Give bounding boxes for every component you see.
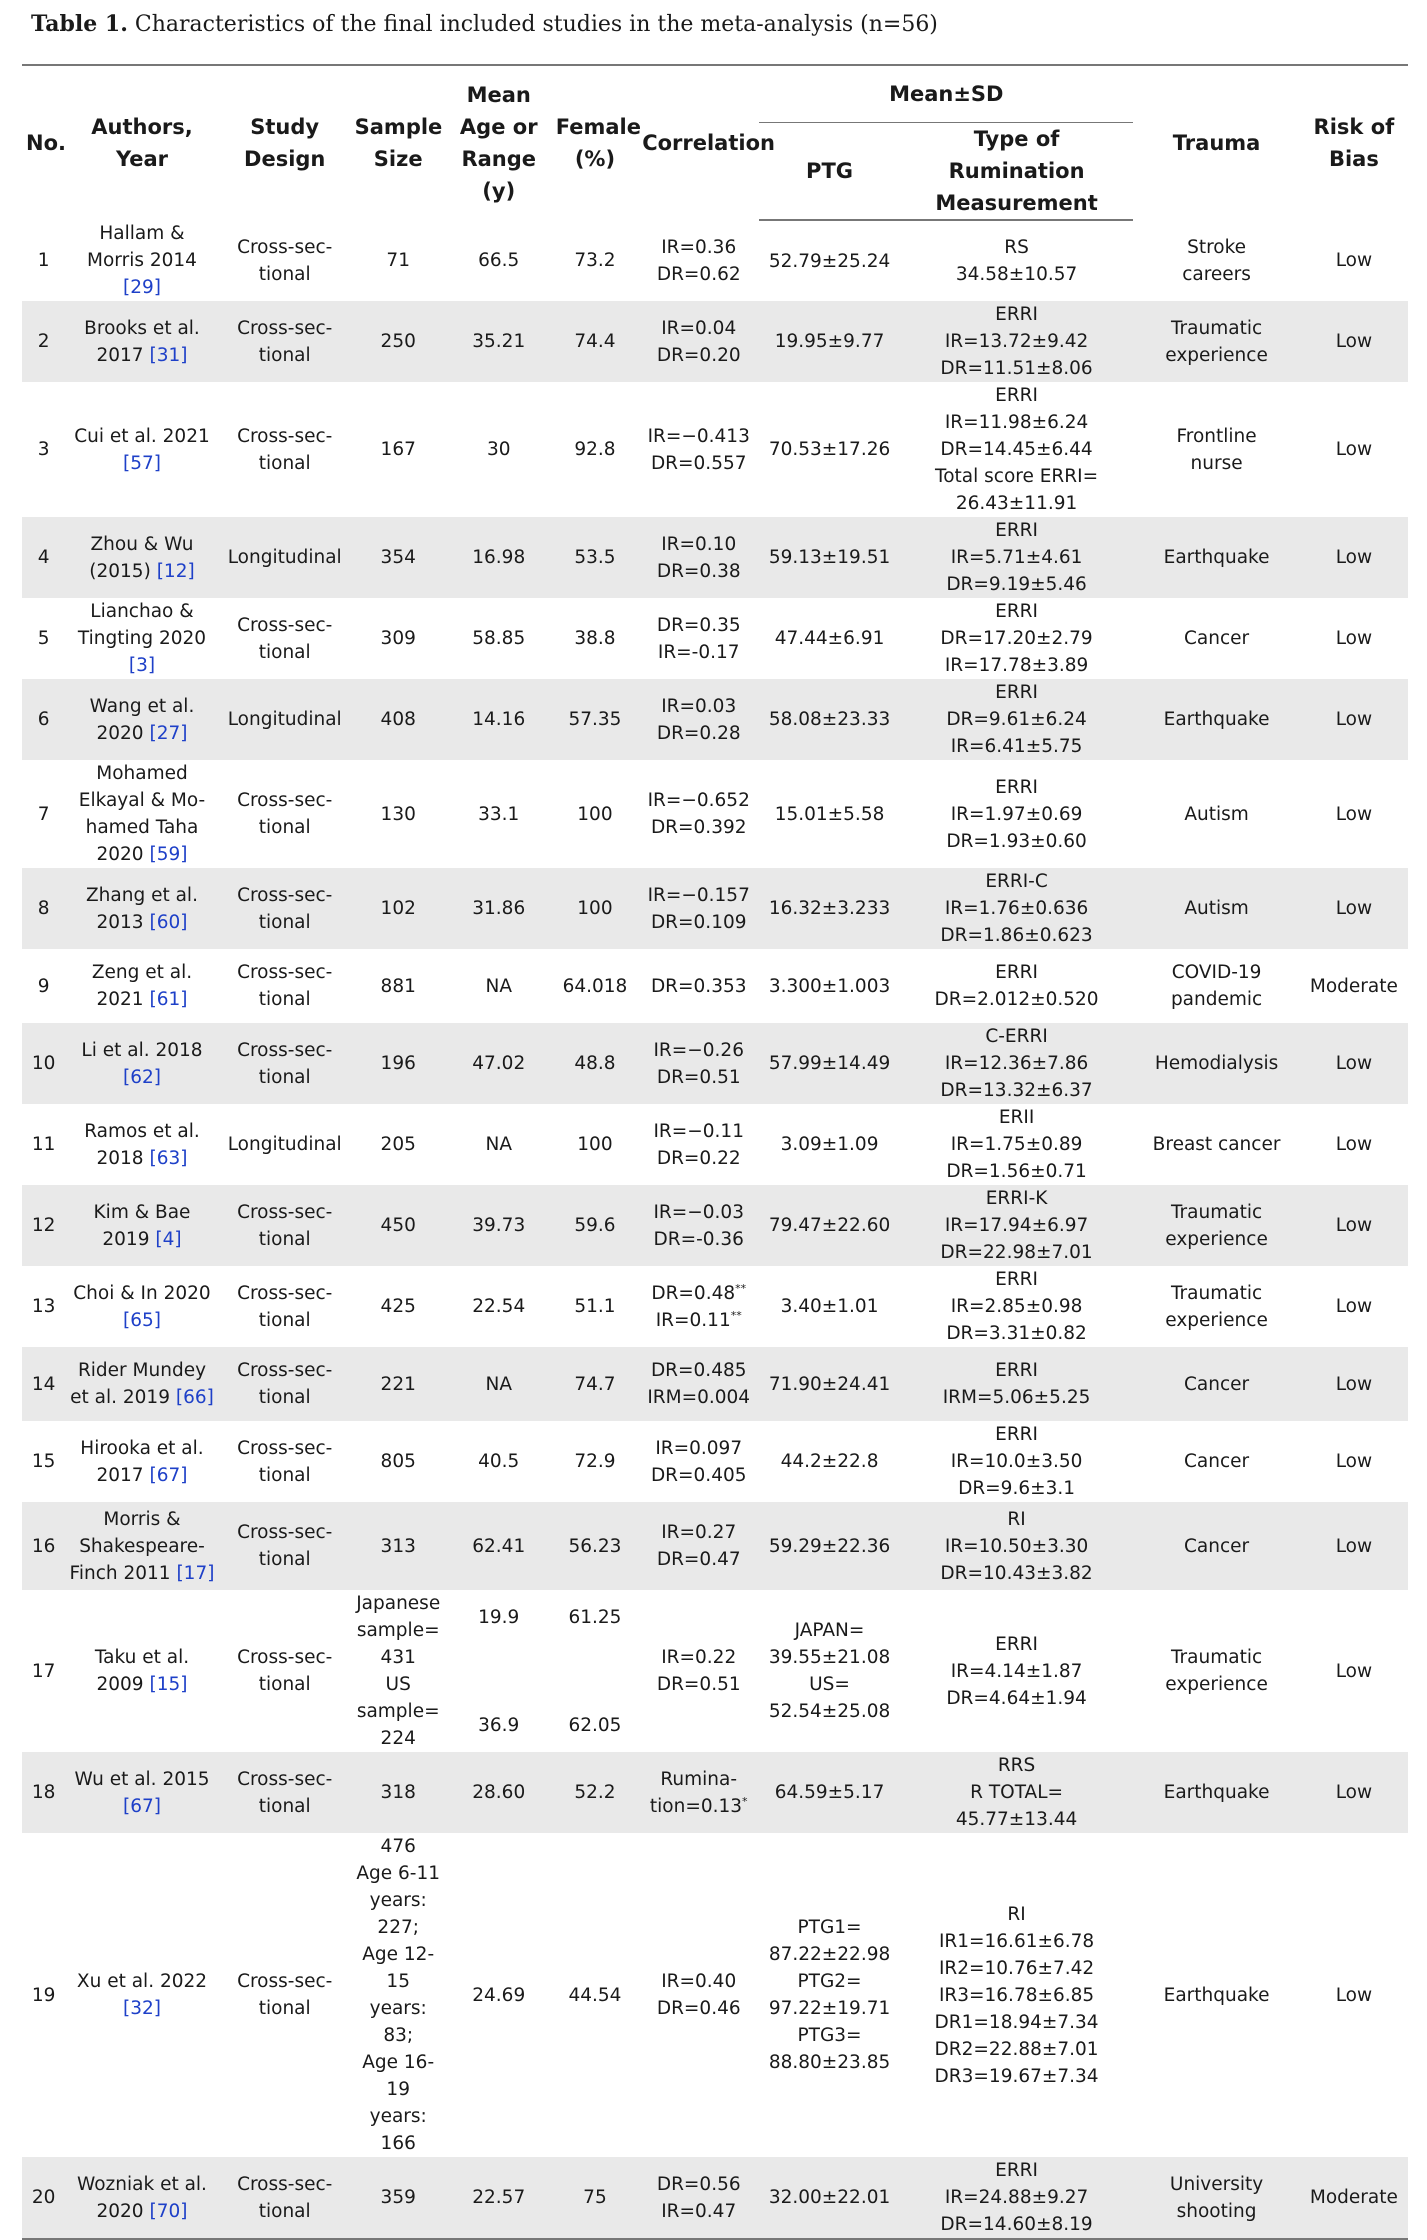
cell-author [65, 1104, 219, 1185]
cell-correlation: IR=0.22 DR=0.51 [656, 1647, 741, 1695]
cell-ptg: 58.08±23.33 [759, 679, 900, 760]
cell-no: 8 [22, 868, 65, 949]
table-row [22, 949, 1408, 1023]
cell-female: 74.4 [552, 301, 638, 382]
cell-sample: 805 [380, 1451, 416, 1472]
cell-author [65, 1023, 219, 1104]
cell-design: Cross-sec- tional [219, 1347, 351, 1421]
cell-age: 58.85 [472, 628, 526, 649]
cell-rumination: RRS R TOTAL= 45.77±13.44 [900, 1752, 1134, 1833]
cell-female: 72.9 [574, 1451, 616, 1472]
reference-link[interactable]: [15] [149, 1674, 188, 1695]
cell-design: Cross-sec- tional [237, 1437, 333, 1486]
table-row [22, 1502, 1408, 1590]
cell-sample: 359 [351, 2157, 446, 2239]
cell-correlation: IR=−0.26 DR=0.51 [638, 1023, 759, 1104]
cell-female: 75 [552, 2157, 638, 2239]
cell-bias: Low [1300, 301, 1408, 382]
cell-correlation: IR=0.097 DR=0.405 [650, 1437, 747, 1486]
cell-no: 9 [37, 975, 50, 997]
cell-no: 12 [22, 1185, 65, 1266]
cell-ptg: 79.47±22.60 [759, 1185, 900, 1266]
cell-female: 38.8 [574, 628, 616, 649]
cell-sample: 408 [351, 679, 446, 760]
cell-ptg: 52.79±25.24 [768, 250, 891, 272]
cell-correlation: DR=0.48** IR=0.11** [651, 1281, 747, 1331]
author-name: Lianchao & Tingting 2020 [77, 601, 207, 649]
cell-bias: Low [1300, 679, 1408, 760]
cell-age: 14.16 [446, 679, 552, 760]
reference-link[interactable]: [4] [155, 1228, 182, 1250]
cell-no: 18 [22, 1752, 65, 1833]
cell-no: 14 [22, 1347, 65, 1421]
cell-no: 19 [31, 1984, 56, 2006]
table-row [22, 1104, 1408, 1185]
cell-bias: Moderate [1309, 975, 1398, 997]
author-name: Zhang et al. 2013 [86, 884, 198, 933]
cell-age: 31.86 [446, 868, 552, 949]
cell-trauma: Traumatic experience [1165, 1647, 1268, 1695]
cell-ptg: PTG1= 87.22±22.98 PTG2= 97.22±19.71 PTG3= 88.80±23.85 [768, 1917, 891, 2073]
cell-no: 1 [37, 250, 50, 271]
cell-rumination: ERII IR=1.75±0.89 DR=1.56±0.71 [946, 1107, 1087, 1182]
cell-sample: 450 [351, 1185, 446, 1266]
cell-age: 30 [486, 439, 511, 460]
author-name: Taku et al. 2009 [94, 1647, 190, 1695]
cell-ptg: 44.2±22.8 [780, 1451, 879, 1472]
cell-rumination: ERRI IR=1.97±0.69 DR=1.93±0.60 [946, 776, 1087, 852]
cell-no: 7 [37, 803, 50, 825]
cell-no: 6 [22, 679, 65, 760]
cell-bias: Moderate [1300, 2157, 1408, 2239]
author-name: Mohamed Elkayal & Mo-hamed Taha 2020 [78, 763, 206, 865]
header-meansd: Mean±SD [759, 65, 1133, 123]
header-sample: Sample Size [351, 65, 446, 220]
header-age: Mean Age or Range (y) [446, 65, 552, 220]
header-ptg: PTG [759, 123, 900, 221]
cell-rumination: RI IR=10.50±3.30 DR=10.43±3.82 [900, 1502, 1134, 1590]
author-name: Morris & Shakespeare-Finch 2011 [69, 1508, 205, 1584]
cell-trauma: Stroke careers [1182, 236, 1251, 285]
cell-rumination: ERRI DR=17.20±2.79 IR=17.78±3.89 [940, 601, 1093, 676]
cell-author [65, 1502, 219, 1590]
cell-correlation: IR=0.04 DR=0.20 [638, 301, 759, 382]
cell-ptg: 59.29±22.36 [759, 1502, 900, 1590]
cell-no: 15 [31, 1451, 56, 1472]
cell-trauma: Earthquake [1133, 1752, 1299, 1833]
reference-link[interactable]: [62] [123, 1066, 161, 1088]
cell-design: Cross-sec- tional [237, 1971, 333, 2019]
cell-design: Cross-sec- tional [219, 301, 351, 382]
cell-trauma: Traumatic experience [1165, 1282, 1268, 1331]
cell-no: 11 [31, 1134, 56, 1155]
author-name: Rider Mundey et al. 2019 [70, 1360, 207, 1408]
cell-rumination: ERRI-K IR=17.94±6.97 DR=22.98±7.01 [900, 1185, 1134, 1266]
cell-no: 20 [22, 2157, 65, 2239]
cell-correlation: DR=0.353 [650, 975, 747, 997]
cell-correlation: DR=0.35 IR=-0.17 [656, 614, 741, 663]
cell-trauma: University shooting [1133, 2157, 1299, 2239]
reference-link[interactable]: [67] [149, 1464, 188, 1486]
reference-link[interactable]: [60] [149, 911, 188, 933]
cell-design: Longitudinal [219, 679, 351, 760]
cell-ptg: 59.13±19.51 [759, 517, 900, 598]
author-name: Cui et al. 2021 [74, 425, 210, 447]
cell-trauma: Breast cancer [1152, 1134, 1281, 1155]
cell-sample: 476 Age 6-11 years: 227; Age 12-15 years: 83; Age 16-19 years: 166 [356, 1836, 441, 2154]
table-row [22, 1023, 1408, 1104]
cell-correlation: IR=−0.11 DR=0.22 [653, 1120, 744, 1169]
cell-trauma: COVID-19 pandemic [1170, 962, 1263, 1010]
cell-age: 39.73 [446, 1185, 552, 1266]
cell-female: 100 [577, 803, 613, 825]
cell-design: Cross-sec- tional [237, 962, 333, 1010]
header-trauma: Trauma [1133, 65, 1299, 220]
cell-female: 57.35 [552, 679, 638, 760]
table-row [22, 1752, 1408, 1833]
cell-ptg: 71.90±24.41 [759, 1347, 900, 1421]
cell-rumination: ERRI DR=2.012±0.520 [934, 962, 1099, 1010]
cell-design: Cross-sec- tional [237, 790, 333, 838]
table-row [22, 220, 1408, 301]
cell-sample: 309 [380, 628, 416, 649]
header-correlation: Correlation [638, 65, 759, 220]
cell-female: 52.2 [552, 1752, 638, 1833]
cell-ptg: 3.09±1.09 [780, 1134, 879, 1155]
table-row [22, 1266, 1408, 1347]
cell-rumination: ERRI IR=10.0±3.50 DR=9.6±3.1 [950, 1424, 1083, 1499]
cell-author [65, 1590, 219, 1752]
reference-link[interactable]: [70] [149, 2200, 188, 2222]
cell-trauma: Earthquake [1133, 679, 1299, 760]
cell-female: 64.018 [562, 975, 628, 997]
cell-author [65, 1347, 219, 1421]
header-design: Study Design [219, 65, 351, 220]
cell-female: 51.1 [574, 1296, 616, 1317]
cell-female: 61.25 62.05 [568, 1606, 622, 1736]
author-name: Wang et al. 2020 [89, 695, 195, 744]
cell-correlation: IR=0.36 DR=0.62 [656, 236, 741, 285]
cell-sample: 130 [380, 803, 416, 825]
cell-rumination: ERRI IR=2.85±0.98 DR=3.31±0.82 [946, 1269, 1087, 1344]
cell-age: 66.5 [478, 250, 520, 271]
cell-bias: Low [1335, 439, 1373, 460]
cell-author [65, 868, 219, 949]
cell-age: 47.02 [446, 1023, 552, 1104]
cell-ptg: 64.59±5.17 [759, 1752, 900, 1833]
table-row [22, 1833, 1408, 2157]
cell-correlation: IR=−0.03 DR=-0.36 [638, 1185, 759, 1266]
cell-sample: 71 [386, 250, 410, 271]
cell-trauma: Frontline nurse [1176, 425, 1257, 474]
cell-age: 28.60 [446, 1752, 552, 1833]
reference-link[interactable]: [59] [149, 844, 188, 865]
cell-bias: Low [1335, 803, 1373, 825]
cell-design: Cross-sec- tional [219, 1023, 351, 1104]
header-rumination: Type of Rumination Measurement [900, 123, 1134, 221]
cell-age: 16.98 [446, 517, 552, 598]
cell-ptg: 32.00±22.01 [759, 2157, 900, 2239]
cell-bias: Low [1300, 1502, 1408, 1590]
cell-female: 59.6 [552, 1185, 638, 1266]
cell-correlation: IR=0.27 DR=0.47 [638, 1502, 759, 1590]
cell-age: 22.57 [446, 2157, 552, 2239]
cell-rumination: ERRI IR=11.98±6.24 DR=14.45±6.44 Total score ERRI= 26.43±11.91 [935, 385, 1099, 514]
cell-age: NA [485, 975, 512, 997]
reference-link[interactable]: [66] [175, 1387, 214, 1408]
cell-author [65, 2157, 219, 2239]
cell-author [65, 598, 219, 679]
cell-trauma: Earthquake [1133, 517, 1299, 598]
cell-bias: Low [1300, 868, 1408, 949]
header-authors: Authors, Year [65, 65, 219, 220]
cell-author [65, 1833, 219, 2157]
cell-bias: Low [1300, 517, 1408, 598]
author-name: Xu et al. 2022 [76, 1971, 208, 1992]
header-no: No. [22, 65, 65, 220]
cell-female: 53.5 [552, 517, 638, 598]
table-row [22, 1590, 1408, 1752]
cell-sample: 318 [351, 1752, 446, 1833]
cell-no: 5 [37, 628, 50, 649]
cell-age: 19.9 36.9 [478, 1606, 520, 1736]
cell-bias: Low [1335, 1296, 1373, 1317]
cell-no: 16 [22, 1502, 65, 1590]
reference-link[interactable]: [12] [156, 560, 195, 582]
cell-trauma: Autism [1133, 868, 1299, 949]
cell-female: 74.7 [552, 1347, 638, 1421]
cell-bias: Low [1300, 1347, 1408, 1421]
cell-correlation: IR=−0.157 DR=0.109 [638, 868, 759, 949]
reference-link[interactable]: [17] [176, 1562, 215, 1584]
cell-no: 10 [22, 1023, 65, 1104]
cell-correlation: DR=0.485 IRM=0.004 [638, 1347, 759, 1421]
cell-sample: 205 [380, 1134, 416, 1155]
studies-table [22, 64, 1408, 2240]
cell-age: 62.41 [446, 1502, 552, 1590]
cell-age: 22.54 [472, 1296, 526, 1317]
header-bias: Risk of Bias [1300, 65, 1408, 220]
table-row [22, 301, 1408, 382]
table-row [22, 868, 1408, 949]
cell-female: 100 [577, 1134, 613, 1155]
cell-bias: Low [1300, 1185, 1408, 1266]
cell-female: 56.23 [552, 1502, 638, 1590]
author-name: Brooks et al. 2017 [84, 317, 200, 366]
cell-bias: Low [1335, 1134, 1373, 1155]
cell-no: 17 [31, 1660, 56, 1682]
cell-trauma: Cancer [1133, 1347, 1299, 1421]
cell-rumination: ERRI IR=5.71±4.61 DR=9.19±5.46 [900, 517, 1134, 598]
cell-sample: 102 [351, 868, 446, 949]
cell-ptg: 47.44±6.91 [774, 628, 885, 649]
cell-sample: 313 [351, 1502, 446, 1590]
table-row [22, 760, 1408, 868]
reference-link[interactable]: [29] [123, 277, 161, 298]
cell-ptg: 3.300±1.003 [768, 975, 891, 997]
header-female: Female (%) [552, 65, 638, 220]
cell-bias: Low [1335, 250, 1373, 271]
cell-correlation: IR=−0.413 DR=0.557 [647, 425, 750, 474]
cell-design: Cross-sec- tional [219, 1185, 351, 1266]
table-row [22, 598, 1408, 679]
cell-female: 92.8 [574, 439, 616, 460]
cell-author [65, 679, 219, 760]
cell-ptg: 15.01±5.58 [774, 803, 885, 825]
cell-rumination: ERRI DR=9.61±6.24 IR=6.41±5.75 [900, 679, 1134, 760]
cell-rumination: C-ERRI IR=12.36±7.86 DR=13.32±6.37 [900, 1023, 1134, 1104]
reference-link[interactable]: [57] [123, 452, 161, 474]
cell-trauma: Hemodialysis [1133, 1023, 1299, 1104]
cell-sample: 167 [380, 439, 416, 460]
cell-bias: Low [1300, 1752, 1408, 1833]
cell-correlation: IR=−0.652 DR=0.392 [647, 790, 750, 838]
cell-rumination: ERRI IR=4.14±1.87 DR=4.64±1.94 [946, 1633, 1087, 1709]
cell-author [65, 1421, 219, 1502]
cell-author [65, 382, 219, 517]
author-name: Zeng et al. 2021 [91, 962, 193, 1010]
reference-link[interactable]: [63] [149, 1147, 188, 1169]
cell-bias: Low [1335, 628, 1373, 649]
cell-rumination: ERRI IR=24.88±9.27 DR=14.60±8.19 [900, 2157, 1134, 2239]
cell-author [65, 517, 219, 598]
cell-trauma: Cancer [1133, 1502, 1299, 1590]
author-name: Wozniak et al. 2020 [77, 2173, 207, 2222]
cell-rumination: ERRI IR=13.72±9.42 DR=11.51±8.06 [900, 301, 1134, 382]
caption-text: Characteristics of the final included studies in the meta-analysis (n=56) [127, 12, 938, 37]
reference-link[interactable]: [27] [149, 722, 188, 744]
cell-design: Cross-sec- tional [219, 868, 351, 949]
author-name: Kim & Bae 2019 [93, 1201, 191, 1250]
cell-age: NA [446, 1347, 552, 1421]
cell-rumination: RI IR1=16.61±6.78 IR2=10.76±7.42 IR3=16.78±6.85 DR1=18.94±7.34 DR2=22.88±7.01 DR3=19.67±7.34 [934, 1903, 1099, 2087]
cell-author [65, 1185, 219, 1266]
table-caption [31, 8, 938, 41]
cell-design: Longitudinal [227, 1134, 342, 1155]
cell-trauma: Autism [1184, 803, 1249, 825]
cell-author [65, 949, 219, 1023]
caption-label: Table 1. [31, 11, 128, 37]
table-row [22, 2157, 1408, 2239]
author-name: Ramos et al. 2018 [84, 1120, 200, 1169]
cell-bias: Low [1300, 1023, 1408, 1104]
cell-ptg: 57.99±14.49 [759, 1023, 900, 1104]
cell-age: NA [485, 1134, 512, 1155]
reference-link[interactable]: [67] [123, 1795, 161, 1817]
cell-no: 3 [37, 439, 50, 460]
table-row [22, 1185, 1408, 1266]
cell-trauma: Earthquake [1163, 1984, 1270, 2006]
cell-author [65, 1266, 219, 1347]
cell-sample: 196 [351, 1023, 446, 1104]
cell-author [65, 760, 219, 868]
cell-author [65, 1752, 219, 1833]
cell-design: Cross-sec- tional [237, 425, 333, 474]
cell-design: Cross-sec- tional [237, 1282, 333, 1331]
cell-rumination: ERRI-C IR=1.76±0.636 DR=1.86±0.623 [900, 868, 1134, 949]
cell-female: 48.8 [552, 1023, 638, 1104]
cell-author [65, 301, 219, 382]
cell-design: Cross-sec- tional [219, 1502, 351, 1590]
cell-sample: 881 [380, 975, 416, 997]
cell-age: 33.1 [478, 803, 520, 825]
cell-bias: Low [1335, 1451, 1373, 1472]
cell-ptg: 19.95±9.77 [759, 301, 900, 382]
cell-design: Cross-sec- tional [219, 2157, 351, 2239]
reference-link[interactable]: [31] [149, 344, 188, 366]
cell-female: 100 [552, 868, 638, 949]
cell-sample: 221 [351, 1347, 446, 1421]
cell-correlation: IR=0.10 DR=0.38 [638, 517, 759, 598]
cell-no: 2 [22, 301, 65, 382]
table-row [22, 382, 1408, 517]
cell-trauma: Traumatic experience [1133, 1185, 1299, 1266]
table-row [22, 679, 1408, 760]
cell-ptg: 70.53±17.26 [768, 439, 891, 460]
cell-design: Cross-sec- tional [237, 614, 333, 663]
cell-no: 13 [31, 1296, 56, 1317]
reference-link[interactable]: [61] [149, 989, 188, 1010]
cell-bias: Low [1335, 1984, 1373, 2006]
cell-sample: Japanese sample= 431 US sample= 224 [356, 1593, 441, 1749]
cell-trauma: Cancer [1184, 628, 1250, 649]
cell-design: Cross-sec- tional [237, 1647, 333, 1695]
cell-sample: 250 [351, 301, 446, 382]
cell-design: Cross-sec- tional [237, 236, 333, 285]
author-name: Hirooka et al. 2017 [80, 1437, 204, 1486]
reference-link[interactable]: [65] [123, 1309, 161, 1331]
cell-age: 24.69 [472, 1984, 526, 2006]
reference-link[interactable]: [32] [123, 1998, 161, 2019]
cell-age: 40.5 [478, 1451, 520, 1472]
table-row [22, 1421, 1408, 1502]
cell-ptg: JAPAN= 39.55±21.08 US= 52.54±25.08 [768, 1620, 891, 1722]
cell-sample: 354 [351, 517, 446, 598]
cell-age: 35.21 [446, 301, 552, 382]
author-name: Li et al. 2018 [81, 1039, 203, 1061]
cell-correlation: IR=0.03 DR=0.28 [638, 679, 759, 760]
table-body [22, 220, 1408, 2239]
cell-design: Longitudinal [219, 517, 351, 598]
cell-correlation: IR=0.40 DR=0.46 [656, 1971, 741, 2019]
cell-no: 4 [22, 517, 65, 598]
author-name: Hallam & Morris 2014 [87, 223, 197, 271]
reference-link[interactable]: [3] [128, 655, 156, 676]
cell-trauma: Traumatic experience [1133, 301, 1299, 382]
cell-female: 73.2 [574, 250, 616, 271]
cell-rumination: ERRI IRM=5.06±5.25 [900, 1347, 1134, 1421]
cell-design: Cross-sec- tional [219, 1752, 351, 1833]
cell-ptg: 3.40±1.01 [780, 1296, 879, 1317]
cell-correlation: Rumina- tion=0.13* [638, 1752, 759, 1833]
author-name: Wu et al. 2015 [74, 1768, 210, 1790]
cell-female: 44.54 [568, 1984, 622, 2006]
author-name: Choi & In 2020 [73, 1282, 211, 1304]
cell-bias: Low [1335, 1660, 1373, 1682]
table-row [22, 517, 1408, 598]
cell-correlation: DR=0.56 IR=0.47 [638, 2157, 759, 2239]
cell-rumination: RS 34.58±10.57 [955, 237, 1078, 285]
cell-sample: 425 [380, 1296, 416, 1317]
cell-author [65, 220, 219, 301]
author-name: Zhou & Wu (2015) [89, 533, 194, 582]
table-row [22, 1347, 1408, 1421]
cell-trauma: Cancer [1184, 1451, 1250, 1472]
cell-ptg: 16.32±3.233 [759, 868, 900, 949]
